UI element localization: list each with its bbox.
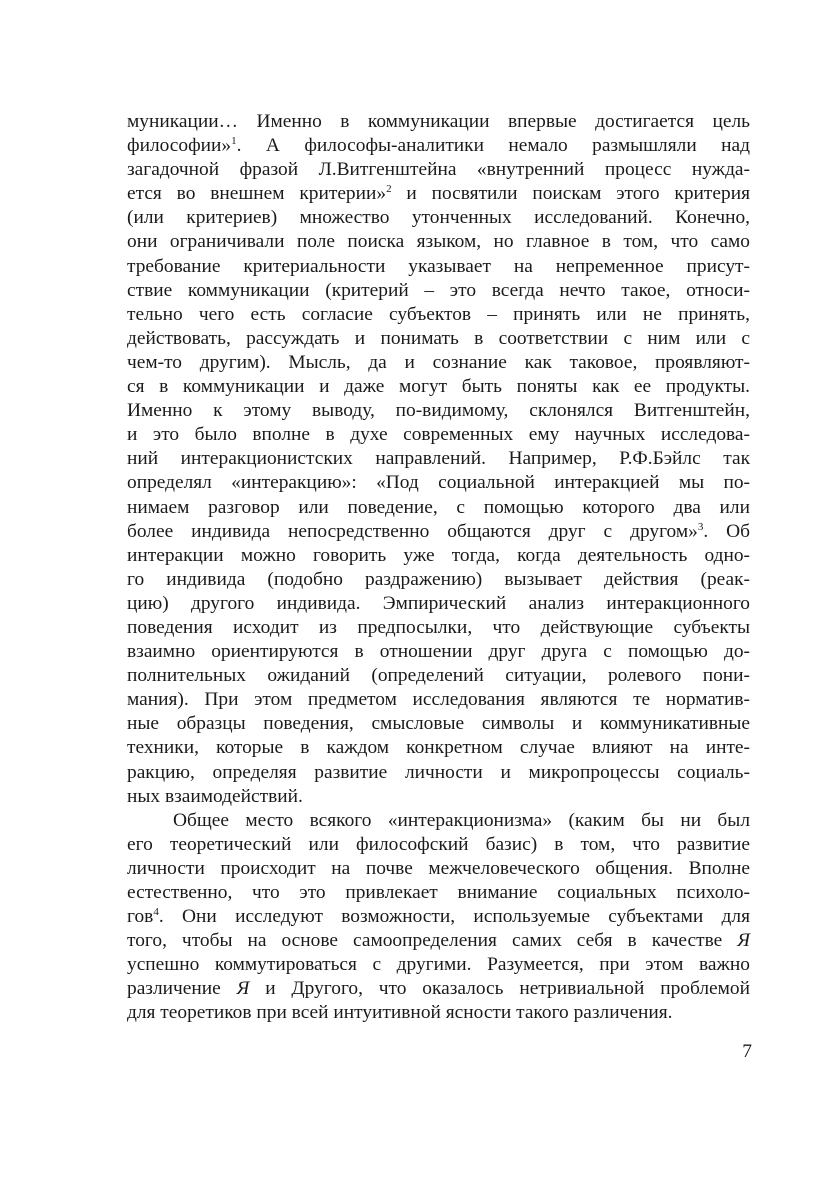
text-line xyxy=(127,230,750,254)
text-run: . Они исследуют возможности, используемые субъектами для xyxy=(158,906,750,928)
text-run: гов xyxy=(127,906,154,928)
text-line xyxy=(127,833,750,857)
text-run: ний интеракционистских направлений. Например, Р.Ф.Бэйлс так xyxy=(127,448,750,470)
footnote-marker: 4 xyxy=(153,906,159,919)
text-line xyxy=(127,447,750,471)
text-line xyxy=(127,640,750,664)
text-run: го индивида (подобно раздражению) вызывает действия (реак- xyxy=(127,568,750,590)
page-number: 7 xyxy=(742,1041,752,1062)
text-run: Общее место всякого «интеракционизма» (каким бы ни был xyxy=(173,809,750,831)
text-run: ся в коммуникации и даже могут быть поняты как ее продукты. xyxy=(127,376,750,398)
text-run: личности происходит на почве межчеловеческого общения. Вполне xyxy=(127,857,750,879)
text-run: более индивида непосредственно общаются друг с другом» xyxy=(127,520,698,542)
text-run: муникации… Именно в коммуникации впервые достигается цель xyxy=(127,111,750,132)
text-run: поведения исходит из предпосылки, что действующие субъекты xyxy=(127,616,750,638)
text-run: и Другого, что оказалось нетривиальной проблемой xyxy=(249,978,750,1000)
text-line xyxy=(127,664,750,688)
text-line xyxy=(127,592,750,616)
text-line xyxy=(127,471,750,495)
text-line xyxy=(127,857,750,881)
text-line xyxy=(127,255,750,279)
text-line xyxy=(127,712,750,736)
text-run: цию) другого индивида. Эмпирический анализ интеракционного xyxy=(127,592,750,614)
text-run: ракцию, определяя развитие личности и микропроцессы социаль- xyxy=(127,761,750,783)
text-line xyxy=(127,279,750,303)
text-line xyxy=(127,423,750,447)
text-run: того, чтобы на основе самоопределения самих себя в качестве xyxy=(127,930,738,952)
text-run: требование критериальности указывает на непременное присут- xyxy=(127,255,750,277)
text-line xyxy=(127,977,750,1001)
text-line xyxy=(127,134,750,158)
text-line xyxy=(127,1001,750,1025)
footnote-marker: 3 xyxy=(697,520,704,533)
text-run: техники, которые в каждом конкретном случае влияют на инте- xyxy=(127,737,750,759)
text-line xyxy=(127,736,750,760)
text-run: нимаем разговор или поведение, с помощью которого два или xyxy=(127,496,750,518)
text-run: они ограничивали поле поиска языком, но главное в том, что само xyxy=(127,231,750,253)
text-line xyxy=(127,110,750,134)
text-run: и посвятили поискам этого критерия xyxy=(391,183,750,205)
text-run: . А философы-аналитики немало размышляли над xyxy=(236,135,750,157)
text-run: естественно, что это привлекает внимание социальных психоло- xyxy=(127,882,750,903)
text-line xyxy=(127,616,750,640)
text-line xyxy=(127,809,750,833)
text-run: взаимно ориентируются в отношении друг друга с помощью до- xyxy=(127,641,750,663)
body-text xyxy=(127,110,750,1026)
text-line xyxy=(127,158,750,182)
text-line xyxy=(127,953,750,977)
text-run: и это было вполне в духе современных ему научных исследова- xyxy=(127,424,750,446)
text-line xyxy=(127,375,750,399)
text-line xyxy=(127,929,750,953)
text-run: различение xyxy=(127,978,237,1000)
text-run: чем-то другим). Мысль, да и сознание как таковое, проявляют- xyxy=(127,351,750,373)
text-line xyxy=(127,688,750,712)
text-run: мания). При этом предметом исследования являются те норматив- xyxy=(127,689,750,711)
text-line xyxy=(127,881,750,905)
text-line xyxy=(127,905,750,929)
text-run: ствие коммуникации (критерий – это всегда нечто такое, относи- xyxy=(127,279,750,301)
text-run: тельно чего есть согласие субъектов – принять или не принять, xyxy=(127,303,750,325)
text-run: действовать, рассуждать и понимать в соответствии с ним или с xyxy=(127,327,750,349)
text-line xyxy=(127,520,750,544)
text-run: для теоретиков при всей интуитивной ясности такого различения. xyxy=(127,1002,673,1024)
text-run: полнительных ожиданий (определений ситуации, ролевого пони- xyxy=(127,665,750,687)
text-run: Именно к этому выводу, по-видимому, склонялся Витгенштейн, xyxy=(127,400,750,422)
italic-term: Я xyxy=(737,930,750,952)
text-run: ные образцы поведения, смысловые символы и коммуникативные xyxy=(127,713,750,735)
text-run: загадочной фразой Л.Витгенштейна «внутренний процесс нужда- xyxy=(127,159,750,181)
text-line xyxy=(127,327,750,351)
text-line xyxy=(127,351,750,375)
text-line xyxy=(127,761,750,785)
text-run: . Об xyxy=(703,520,750,542)
text-run: успешно коммутироваться с другими. Разумеется, при этом важно xyxy=(127,954,750,976)
text-line xyxy=(127,785,750,809)
text-line xyxy=(127,544,750,568)
text-run: (или критериев) множество утонченных исследований. Конечно, xyxy=(127,207,750,229)
text-run: интеракции можно говорить уже тогда, когда деятельность одно- xyxy=(127,544,750,566)
text-line xyxy=(127,303,750,327)
footnote-marker: 2 xyxy=(386,183,392,196)
text-run: определял «интеракцию»: «Под социальной интеракцией мы по- xyxy=(127,472,750,494)
text-run: ных взаимодействий. xyxy=(127,785,303,807)
text-run: философии» xyxy=(127,135,232,157)
footnote-marker: 1 xyxy=(231,135,237,148)
text-line xyxy=(127,206,750,230)
text-run: ется во внешнем критерии» xyxy=(127,183,387,205)
text-run: его теоретический или философский базис) в том, что развитие xyxy=(127,833,750,855)
text-line xyxy=(127,496,750,520)
text-line xyxy=(127,182,750,206)
italic-term: Я xyxy=(236,978,250,1000)
text-line xyxy=(127,568,750,592)
text-line xyxy=(127,399,750,423)
